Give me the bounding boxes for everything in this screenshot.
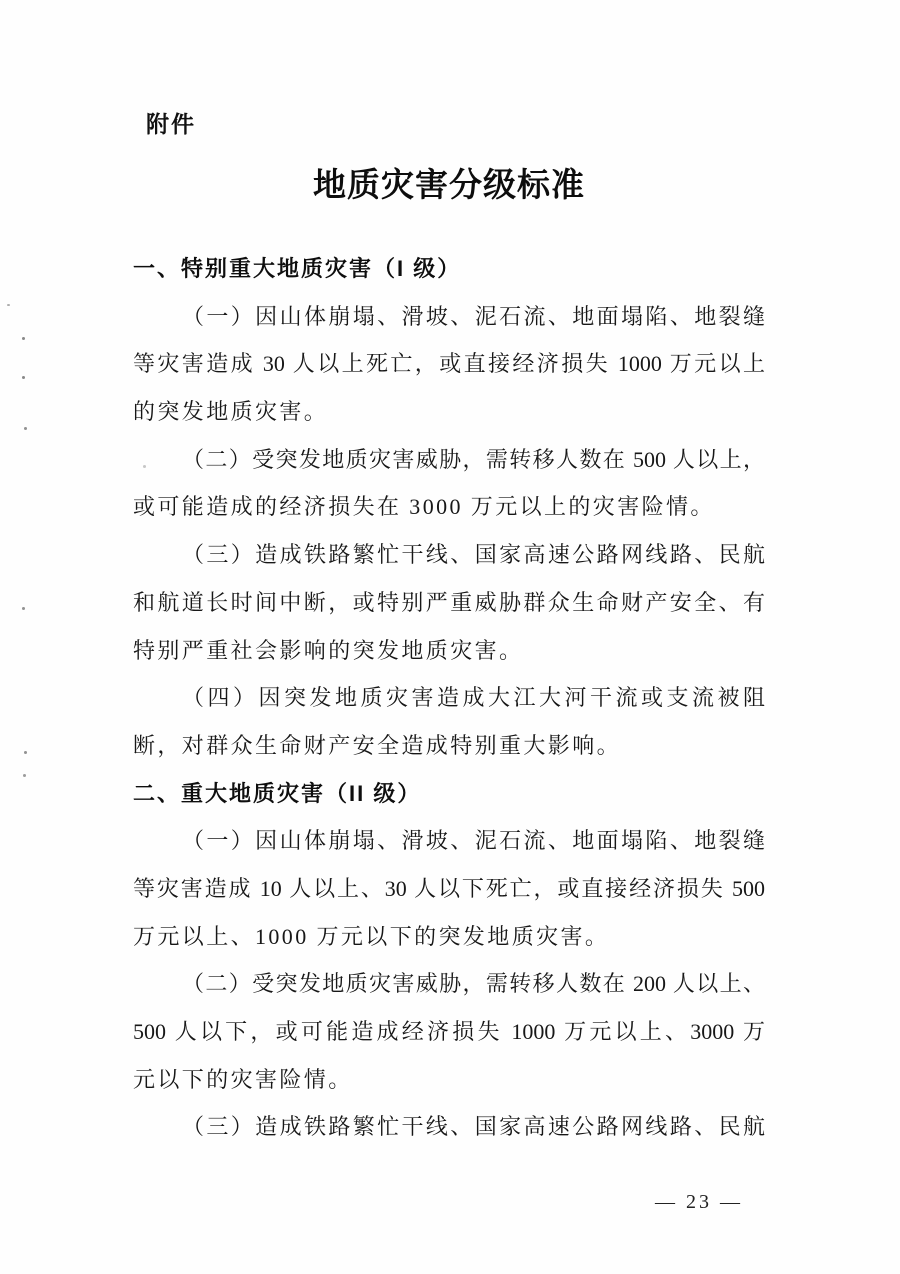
scan-speck bbox=[22, 376, 25, 379]
scan-speck bbox=[7, 304, 10, 306]
text-line: 和航道长时间中断，或特别严重威胁群众生命财产安全、有 bbox=[133, 589, 765, 615]
scan-speck bbox=[24, 427, 27, 430]
text-line: 500 人以下，或可能造成经济损失 1000 万元以上、3000 万 bbox=[133, 1019, 765, 1044]
text-line: （二）受突发地质灾害威胁，需转移人数在 500 人以上， bbox=[182, 446, 765, 472]
text-line: 元以下的灾害险情。 bbox=[133, 1066, 353, 1092]
attachment-label: 附件 bbox=[146, 111, 196, 137]
document-body bbox=[133, 245, 765, 1151]
text-line: （四）因突发地质灾害造成大江大河干流或支流被阻 bbox=[182, 685, 765, 711]
scan-speck bbox=[143, 465, 146, 468]
text-line: （一）因山体崩塌、滑坡、泥石流、地面塌陷、地裂缝 bbox=[182, 303, 765, 329]
document-title: 地质灾害分级标准 bbox=[313, 166, 585, 203]
text-line: 万元以上、1000 万元以下的突发地质灾害。 bbox=[133, 923, 610, 949]
scan-speck bbox=[23, 774, 26, 777]
section-heading-1: 一、特别重大地质灾害（I 级） bbox=[133, 256, 462, 281]
text-line: 或可能造成的经济损失在 3000 万元以上的灾害险情。 bbox=[133, 494, 715, 520]
text-line: （三）造成铁路繁忙干线、国家高速公路网线路、民航 bbox=[182, 1114, 765, 1140]
text-line: 等灾害造成 30 人以上死亡，或直接经济损失 1000 万元以上 bbox=[133, 351, 765, 377]
section-heading-2: 二、重大地质灾害（II 级） bbox=[133, 780, 422, 806]
text-line: 特别严重社会影响的突发地质灾害。 bbox=[133, 637, 524, 663]
text-line: （一）因山体崩塌、滑坡、泥石流、地面塌陷、地裂缝 bbox=[182, 828, 765, 854]
scan-speck bbox=[24, 751, 27, 754]
text-line: （三）造成铁路繁忙干线、国家高速公路网线路、民航 bbox=[182, 542, 765, 568]
text-line: 等灾害造成 10 人以上、30 人以下死亡，或直接经济损失 500 bbox=[133, 875, 765, 901]
page-number: — 23 — bbox=[655, 1191, 743, 1213]
text-line: 断，对群众生命财产安全造成特别重大影响。 bbox=[133, 732, 622, 758]
text-line: （二）受突发地质灾害威胁，需转移人数在 200 人以上、 bbox=[182, 971, 765, 997]
scan-speck bbox=[22, 607, 25, 610]
scan-speck bbox=[22, 337, 25, 340]
text-line: 的突发地质灾害。 bbox=[133, 399, 329, 425]
